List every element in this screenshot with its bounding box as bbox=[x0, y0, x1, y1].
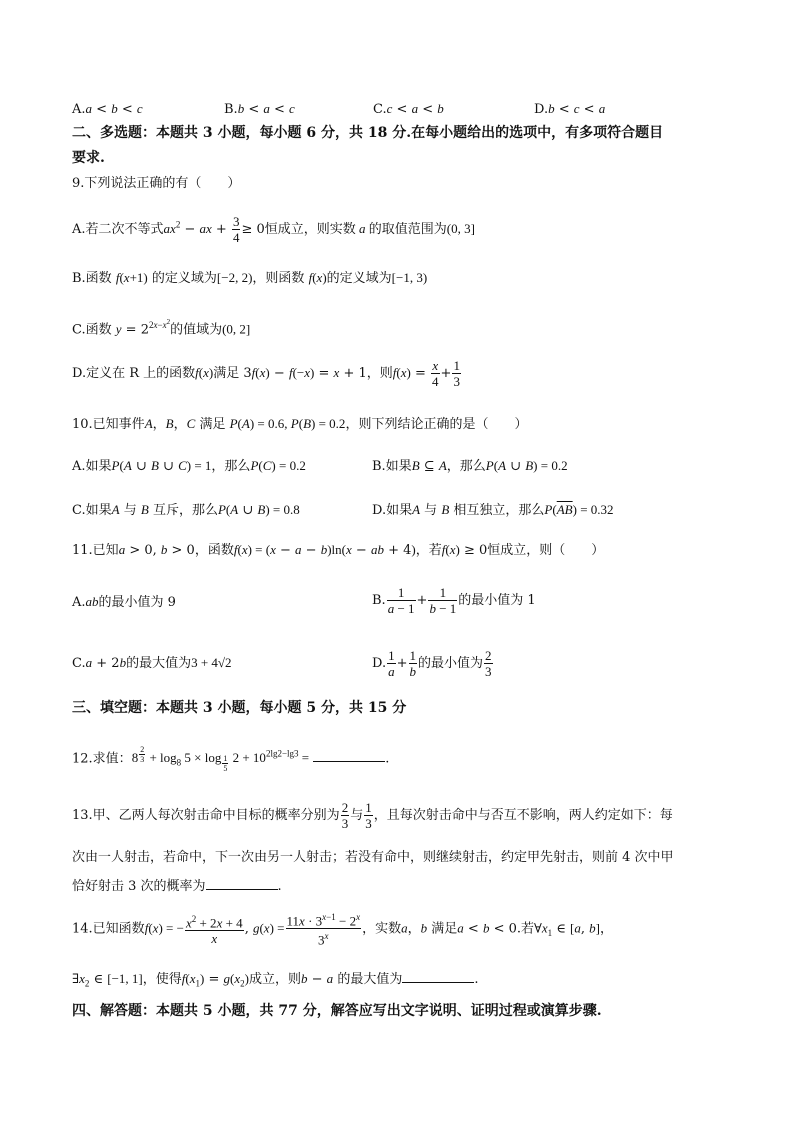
q13-line1: 13.甲、乙两人每次射击命中目标的概率分别为 $\frac{2}{3}$ 与 $\frac{1}{3}$ ，且每次射击命中与否互不影响，两人约定如下：每 bbox=[72, 800, 673, 831]
section2-heading-line2: 要求. bbox=[72, 150, 105, 166]
q11-stem: 11.已知a > 0, b > 0，函数f(x) = (x − a − b)ln(x − ab + 4)，若f(x) ≥ 0恒成立，则（ ） bbox=[72, 542, 605, 558]
q10-option-b: B.如果B ⊆ A，那么P(A ∪ B) = 0.2 bbox=[372, 458, 568, 474]
q9-stem: 9.下列说法正确的有（ ） bbox=[72, 176, 241, 191]
q11-option-c: C.a + 2b的最大值为3 + 4√2 bbox=[72, 655, 232, 671]
q10-option-d: D.如果A 与 B 相互独立，那么$P(\overline{AB}) = 0.32$ bbox=[372, 502, 614, 518]
section2-heading-line1: 二、多选题：本题共 3 小题，每小题 6 分，共 18 分.在每小题给出的选项中，有多项符合题目 bbox=[72, 125, 664, 141]
q10-option-c: C.如果A 与 B 互斥，那么P(A ∪ B) = 0.8 bbox=[72, 502, 300, 518]
q8-option-b: B.b < a < c bbox=[224, 101, 295, 117]
q8-option-a: A.a < b < c bbox=[72, 101, 143, 117]
q9-option-a: A.若二次不等式$ax^2$ − ax + $\frac{3}{4}$ ≥ 0恒成立，则实数 a 的取值范围为(0, 3] bbox=[72, 214, 475, 245]
q14-line1: 14.已知函数f(x) = − $\frac{x^2 + 2x + 4}{x}$ , g(x) = $\frac{11x \cdot 3^{x-1} - 2^x}{3^x}$ ，实数a，b 满足a < b < 0.若$\forall x_1$ ∈ [a, b]， bbox=[72, 912, 614, 948]
q12-answer-blank[interactable] bbox=[313, 749, 385, 762]
q9-option-c: C.函数 $y = 2^{2x-x^2}$的值域为(0, 2] bbox=[72, 318, 251, 338]
q9-option-d: D.定义在 R 上的函数f(x)满足 3f(x) − f(−x) = x + 1，则f(x) = $\frac{x}{4}$ + $\frac{1}{3}$ bbox=[72, 358, 460, 389]
q11-option-b: B. $\frac{1}{a - 1}$ + $\frac{1}{b - 1}$ 的最小值为 1 bbox=[372, 585, 536, 616]
q11-option-a: A.ab的最小值为 9 bbox=[72, 594, 176, 610]
q8-option-c: C.c < a < b bbox=[373, 101, 444, 117]
q13-line2: 次由一人射击，若命中，下一次由另一人射击；若没有命中，则继续射击，约定甲先射击，则前 4 次中甲 bbox=[72, 850, 674, 865]
q13-line3: 恰好射击 3 次的概率为 . bbox=[72, 879, 282, 894]
q14-line2: $\exists x_2$ ∈ [−1, 1]，使得$f(x_1) = g(x_2)$成立，则b − a 的最大值为 . bbox=[72, 971, 479, 989]
section4-heading: 四、解答题：本题共 5 小题，共 77 分，解答应写出文字说明、证明过程或演算步骤. bbox=[72, 1003, 602, 1019]
section3-heading: 三、填空题：本题共 3 小题，每小题 5 分，共 15 分 bbox=[72, 700, 407, 716]
q11-option-d: D. $\frac{1}{a}$ + $\frac{1}{b}$ 的最小值为 $\frac{2}{3}$ bbox=[372, 648, 492, 679]
q8-option-d: D.b < c < a bbox=[534, 101, 606, 117]
q9-option-b: B.函数 f(x+1) 的定义域为[−2, 2)，则函数 f(x)的定义域为[−1, 3) bbox=[72, 270, 428, 286]
q13-answer-blank[interactable] bbox=[206, 877, 278, 890]
q12-question: 12.求值：8 $^{\frac{2}{3}}$ + $\log_8 5 \times \log$ $_{\frac{1}{5}}$ $2 + 10^{2lg2-lg3}$ = . bbox=[72, 745, 390, 774]
q10-stem: 10.已知事件A，B，C 满足 P(A) = 0.6, P(B) = 0.2，则下列结论正确的是（ ） bbox=[72, 416, 528, 432]
q14-answer-blank[interactable] bbox=[402, 970, 474, 983]
q10-option-a: A.如果P(A ∪ B ∪ C) = 1，那么P(C) = 0.2 bbox=[72, 458, 306, 474]
